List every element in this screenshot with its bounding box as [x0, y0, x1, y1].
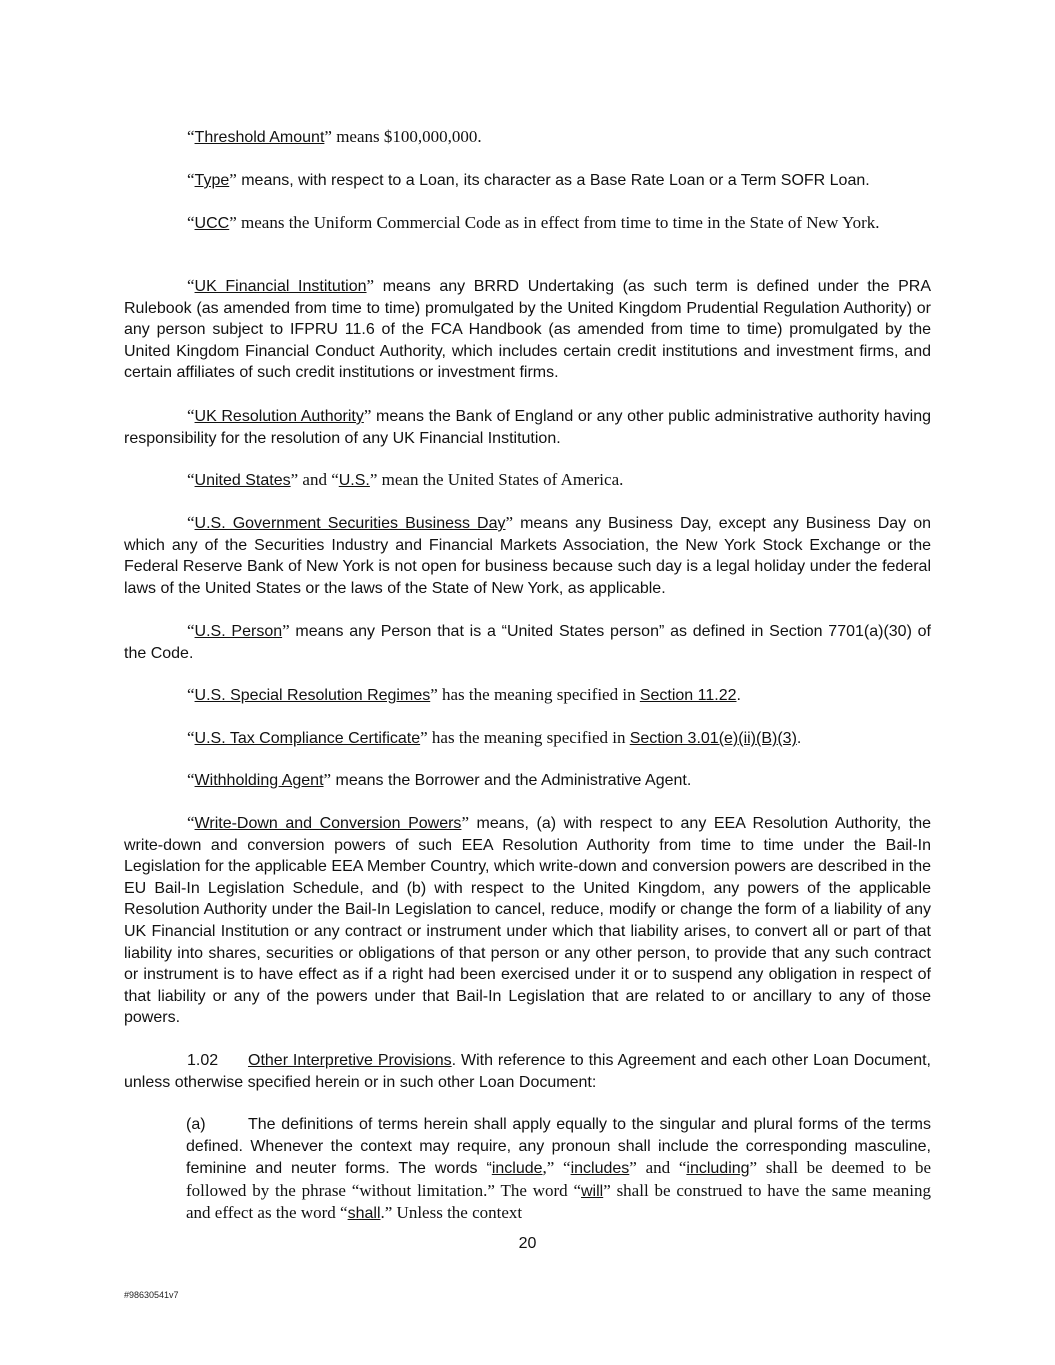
definition-us-tax-compliance-certificate: “U.S. Tax Compliance Certificate” has the meaning specified in Section 3.01(e)(ii)(B)(3). [187, 728, 802, 747]
section-number: 1.02 [187, 1052, 219, 1069]
defined-term: Write-Down and Conversion Powers [194, 815, 462, 832]
defined-term: U.S. Tax Compliance Certificate [194, 730, 421, 747]
section-1-02: 1.02 Other Interpretive Provisions. With reference to this Agreement and each other Loan Document, unless otherwise specified herein or in such other Loan Document: [124, 1052, 932, 1091]
definition-uk-financial-institution: “UK Financial Institution” means any BRRD Undertaking (as such term is defined under the PRA Rulebook (as amended from time to time) promulgated by the United Kingdom Prudential Regulation Authority) or any person subject to IFPRU 11.6 of the FCA Handbook (as amended from time to time) promulgated by the United Kingdom Financial Conduct Authority, which includes certain credit institutions and investment firms, and certain affiliates of such credit institutions or investment firms. [124, 276, 932, 382]
definition-type: “Type” means, with respect to a Loan, its character as a Base Rate Loan or a Term SOFR Loan. [187, 170, 870, 189]
section-title: Other Interpretive Provisions [248, 1052, 452, 1069]
defined-term: UK Resolution Authority [194, 408, 364, 425]
definition-write-down-and-conversion-powers: “Write-Down and Conversion Powers” means, (a) with respect to any EEA Resolution Authority, the write-down and conversion powers of such EEA Resolution Authority from time to time under the Bail-In Legislation for the applicable EEA Member Country, which write-down and conversion powers are described in the EU Bail-In Legislation Schedule, and (b) with respect to the United Kingdom, any powers of the applicable Resolution Authority under the Bail-In Legislation to cancel, reduce, modify or change the form of a liability of any UK Financial Institution or any contract or instrument under which that liability arises, to convert all or part of that liability into shares, securities or obligations of that person or any other person, to provide that any such contract or instrument is to have effect as if a right had been exercised under it or to suspend any obligation in respect of that liability or any of the powers under that Bail-In Legislation that are related to or ancillary to any of those powers. [124, 813, 932, 1027]
subsection-label: (a) [186, 1116, 206, 1133]
defined-term: U.S. [338, 472, 370, 489]
defined-term: U.S. Person [194, 623, 283, 640]
definition-us-special-resolution-regimes: “U.S. Special Resolution Regimes” has the meaning specified in Section 11.22. [187, 685, 741, 704]
document-id: #98630541v7 [124, 1290, 179, 1300]
defined-term: United States [194, 472, 291, 489]
defined-term: U.S. Special Resolution Regimes [194, 687, 431, 704]
page-number: 20 [518, 1235, 537, 1252]
defined-term: Type [194, 172, 230, 189]
definition-threshold-amount: “Threshold Amount” means $100,000,000. [187, 127, 482, 146]
defined-term: Threshold Amount [194, 129, 325, 146]
section-reference: Section 11.22 [639, 687, 737, 704]
defined-term: Withholding Agent [194, 772, 324, 789]
definition-us-government-securities-business-day: “U.S. Government Securities Business Day” means any Business Day, except any Business Day on which any of the Securities Industry and Financial Markets Association, the New York Stock Exchange or the Federal Reserve Bank of New York is not open for business because such day is a legal holiday under the federal laws of the United States or the laws of the State of New York, as applicable. [124, 513, 931, 597]
defined-term: UK Financial Institution [194, 278, 367, 295]
defined-term: U.S. Government Securities Business Day [194, 515, 506, 532]
defined-term: UCC [194, 215, 230, 232]
section-reference: Section 3.01(e)(ii)(B)(3) [629, 730, 797, 747]
definition-withholding-agent: “Withholding Agent” means the Borrower and the Administrative Agent. [187, 770, 692, 789]
definition-united-states: “United States” and “U.S.” mean the United States of America. [187, 470, 624, 489]
definition-us-person: “U.S. Person” means any Person that is a “United States person” as defined in Section 7701(a)(30) of the Code. [124, 621, 931, 662]
definition-ucc: “UCC” means the Uniform Commercial Code as in effect from time to time in the State of New York. [187, 213, 880, 232]
subsection-a: (a) The definitions of terms herein shall apply equally to the singular and plural forms of the terms defined. Whenever the context may require, any pronoun shall include the corresponding masculine, feminine and neuter forms. The words “include,” “includes” and “including” shall be deemed to be followed by the phrase “without limitation.” The word “will” shall be construed to have the same meaning and effect as the word “shall.” Unless the context [186, 1116, 932, 1223]
definition-uk-resolution-authority: “UK Resolution Authority” means the Bank of England or any other public administrative authority having responsibility for the resolution of any UK Financial Institution. [124, 406, 932, 447]
